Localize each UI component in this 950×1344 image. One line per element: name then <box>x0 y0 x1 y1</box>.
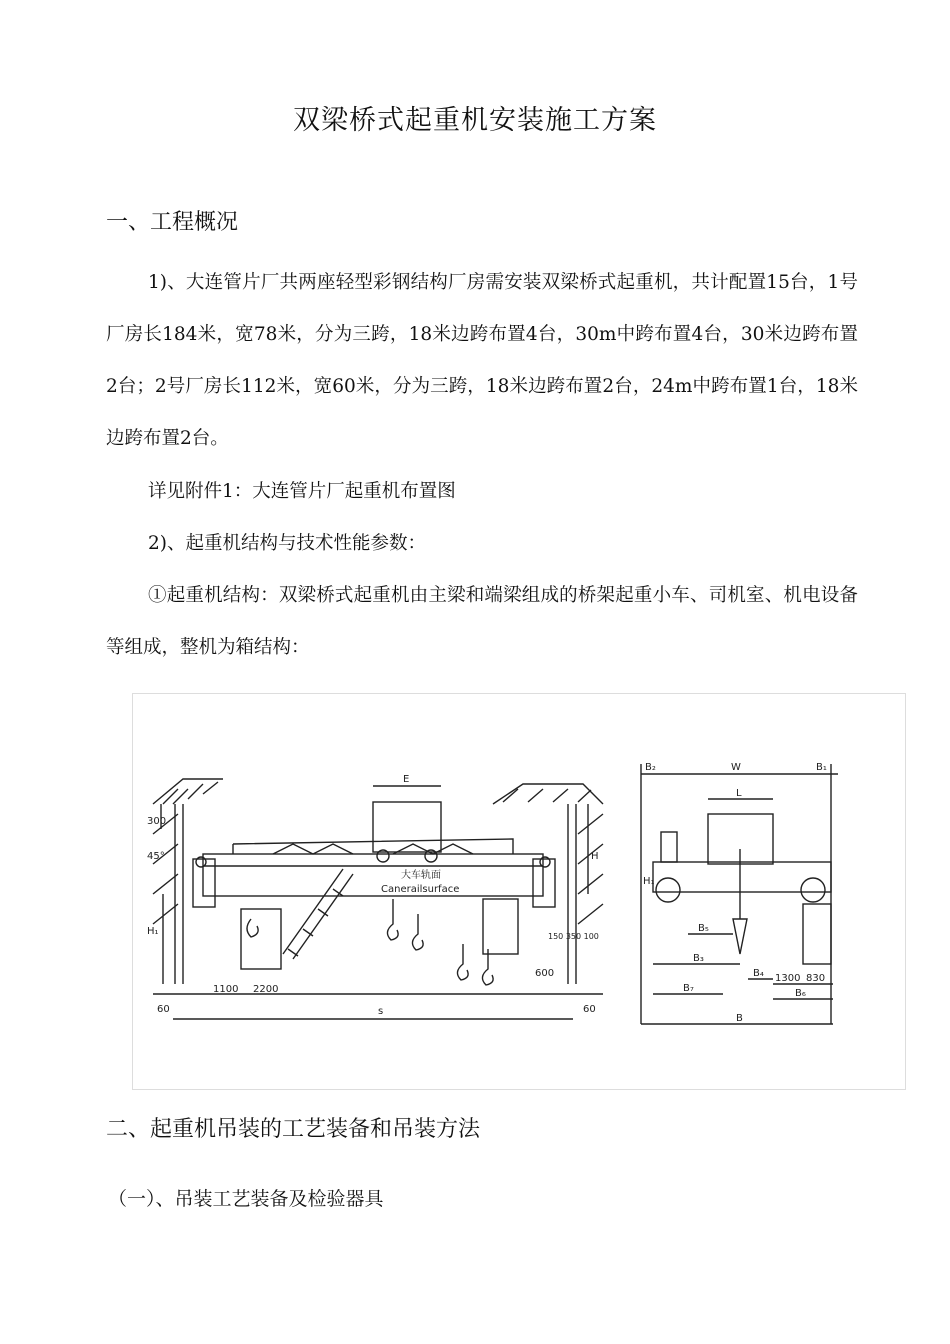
label-h1-left: H₁ <box>147 926 159 937</box>
label-600: 600 <box>535 968 555 979</box>
subsection-heading-1: （一）、吊装工艺装备及检验器具 <box>108 1188 384 1210</box>
label-b1: B₁ <box>816 762 827 773</box>
section-heading-2: 二、起重机吊装的工艺装备和吊装方法 <box>106 1117 481 1142</box>
label-b6: B₆ <box>795 988 806 999</box>
crane-structure-figure <box>132 693 906 1090</box>
label-h1-right: H₁ <box>643 876 655 887</box>
label-60-right: 60 <box>583 1004 596 1015</box>
label-150-350-100: 150 350 100 <box>548 932 599 941</box>
label-rail-en: Canerailsurface <box>381 884 460 895</box>
label-45: 45° <box>147 851 165 862</box>
label-l: L <box>736 788 742 799</box>
label-h: H <box>591 851 599 862</box>
page-title: 双梁桥式起重机安装施工方案 <box>293 105 657 136</box>
label-w: W <box>731 762 741 773</box>
right-view-labels <box>643 762 827 1024</box>
label-rail-cn: 大车轨面 <box>401 870 441 881</box>
section-heading-1: 一、工程概况 <box>106 210 239 235</box>
crane-drawing <box>133 694 905 1089</box>
label-b7: B₇ <box>683 983 694 994</box>
paragraph-attachment-ref: 详见附件1：大连管片厂起重机布置图 <box>148 481 456 502</box>
label-830: 830 <box>806 973 826 984</box>
paragraph-crane-structure: ①起重机结构：双梁桥式起重机由主梁和端梁组成的桥架起重小车、司机室、机电设备等组成，整机为箱结构： <box>106 585 858 658</box>
paragraph-overview: 1)、大连管片厂共两座轻型彩钢结构厂房需安装双梁桥式起重机，共计配置15台，1号厂房长184米，宽78米，分为三跨，18米边跨布置4台，30m中跨布置4台，30米边跨布置2台；2号厂房长112米，宽60米，分为三跨，18米边跨布置2台，24m中跨布置1台，18米边跨布置2台。 <box>106 272 858 449</box>
label-b: B <box>736 1013 743 1024</box>
label-b3: B₃ <box>693 953 704 964</box>
label-1300: 1300 <box>775 973 801 984</box>
label-1100: 1100 <box>213 984 239 995</box>
label-300: 300 <box>147 816 167 827</box>
label-b5: B₅ <box>698 923 709 934</box>
label-b4: B₄ <box>753 968 764 979</box>
paragraph-structure-params: 2)、起重机结构与技术性能参数： <box>148 533 426 554</box>
label-s: s <box>378 1006 384 1017</box>
label-b2: B₂ <box>645 762 656 773</box>
label-2200: 2200 <box>253 984 279 995</box>
label-e: E <box>403 774 410 785</box>
label-60-left: 60 <box>157 1004 170 1015</box>
